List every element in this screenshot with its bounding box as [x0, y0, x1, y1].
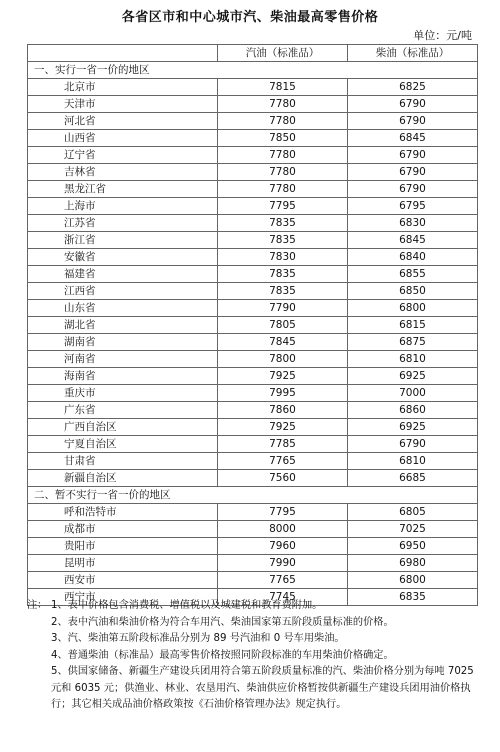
page-title: 各省区市和中心城市汽、柴油最高零售价格 — [121, 10, 379, 25]
table-row — [28, 521, 478, 538]
diesel-price-cell: 6790 — [348, 164, 478, 181]
gasoline-price-cell: 7780 — [218, 147, 348, 164]
region-cell: 西宁市 — [28, 589, 218, 606]
table-row — [28, 351, 478, 368]
header-gasoline: 汽油（标准品） — [218, 45, 348, 62]
diesel-price-cell: 6685 — [348, 470, 478, 487]
header-region — [28, 45, 218, 62]
region-cell: 昆明市 — [28, 555, 218, 572]
gasoline-price-cell: 7800 — [218, 351, 348, 368]
table-row — [28, 249, 478, 266]
region-cell: 西安市 — [28, 572, 218, 589]
section-row — [28, 487, 478, 504]
diesel-price-cell: 6855 — [348, 266, 478, 283]
notes-lead: 注： — [27, 600, 48, 611]
note-5: 5、供国家储备、新疆生产建设兵团用符合第五阶段质量标准的汽、柴油价格分别为每吨 7025 元和 6035 元；供渔业、林业、农垦用汽、柴油供应价格暂按供新疆生产建设兵团用油价格执行；其它相关成品油价格政策按《石油价格管理办法》规定执行。 — [51, 666, 474, 710]
diesel-price-cell: 6925 — [348, 419, 478, 436]
diesel-price-cell: 6925 — [348, 368, 478, 385]
diesel-price-cell: 6950 — [348, 538, 478, 555]
diesel-price-cell: 6825 — [348, 79, 478, 96]
table-row — [28, 470, 478, 487]
region-cell: 河北省 — [28, 113, 218, 130]
diesel-price-cell: 6790 — [348, 113, 478, 130]
region-cell: 辽宁省 — [28, 147, 218, 164]
region-cell: 吉林省 — [28, 164, 218, 181]
gasoline-price-cell: 7835 — [218, 283, 348, 300]
diesel-price-cell: 6845 — [348, 130, 478, 147]
table-row — [28, 164, 478, 181]
diesel-price-cell: 6795 — [348, 198, 478, 215]
table-row — [28, 334, 478, 351]
region-cell: 甘肃省 — [28, 453, 218, 470]
region-cell: 北京市 — [28, 79, 218, 96]
diesel-price-cell: 6835 — [348, 589, 478, 606]
region-cell: 福建省 — [28, 266, 218, 283]
diesel-price-cell: 6850 — [348, 283, 478, 300]
gasoline-price-cell: 7990 — [218, 555, 348, 572]
table-row — [28, 402, 478, 419]
gasoline-price-cell: 7795 — [218, 198, 348, 215]
region-cell: 湖南省 — [28, 334, 218, 351]
region-cell: 上海市 — [28, 198, 218, 215]
diesel-price-cell: 6830 — [348, 215, 478, 232]
table-row — [28, 419, 478, 436]
section-label: 二、暂不实行一省一价的地区 — [28, 487, 478, 504]
region-cell: 湖北省 — [28, 317, 218, 334]
gasoline-price-cell: 7790 — [218, 300, 348, 317]
gasoline-price-cell: 7815 — [218, 79, 348, 96]
gasoline-price-cell: 7745 — [218, 589, 348, 606]
gasoline-price-cell: 7780 — [218, 164, 348, 181]
diesel-price-cell: 6840 — [348, 249, 478, 266]
diesel-price-cell: 6860 — [348, 402, 478, 419]
section-label: 一、实行一省一价的地区 — [28, 62, 478, 79]
table-row — [28, 147, 478, 164]
table-row — [28, 538, 478, 555]
gasoline-price-cell: 7960 — [218, 538, 348, 555]
gasoline-price-cell: 7780 — [218, 181, 348, 198]
table-header-row — [28, 45, 478, 62]
section-row — [28, 62, 478, 79]
gasoline-price-cell: 7995 — [218, 385, 348, 402]
diesel-price-cell: 6790 — [348, 436, 478, 453]
gasoline-price-cell: 7785 — [218, 436, 348, 453]
region-cell: 安徽省 — [28, 249, 218, 266]
gasoline-price-cell: 7860 — [218, 402, 348, 419]
diesel-price-cell: 7000 — [348, 385, 478, 402]
region-cell: 山东省 — [28, 300, 218, 317]
region-cell: 江苏省 — [28, 215, 218, 232]
region-cell: 江西省 — [28, 283, 218, 300]
gasoline-price-cell: 7765 — [218, 453, 348, 470]
table-row — [28, 436, 478, 453]
gasoline-price-cell: 7925 — [218, 368, 348, 385]
note-4: 4、普通柴油（标准品）最高零售价格按照同阶段标准的车用柴油价格确定。 — [51, 649, 394, 661]
diesel-price-cell: 6875 — [348, 334, 478, 351]
price-table — [27, 44, 478, 606]
region-cell: 海南省 — [28, 368, 218, 385]
table-row — [28, 555, 478, 572]
table-row — [28, 113, 478, 130]
gasoline-price-cell: 7835 — [218, 266, 348, 283]
gasoline-price-cell: 7560 — [218, 470, 348, 487]
region-cell: 山西省 — [28, 130, 218, 147]
gasoline-price-cell: 7835 — [218, 232, 348, 249]
table-row — [28, 385, 478, 402]
gasoline-price-cell: 7765 — [218, 572, 348, 589]
table-row — [28, 232, 478, 249]
table-row — [28, 368, 478, 385]
table-row — [28, 453, 478, 470]
region-cell: 新疆自治区 — [28, 470, 218, 487]
region-cell: 河南省 — [28, 351, 218, 368]
table-row — [28, 96, 478, 113]
table-row — [28, 572, 478, 589]
table-row — [28, 317, 478, 334]
gasoline-price-cell: 7835 — [218, 215, 348, 232]
diesel-price-cell: 6815 — [348, 317, 478, 334]
gasoline-price-cell: 7780 — [218, 96, 348, 113]
gasoline-price-cell: 7780 — [218, 113, 348, 130]
region-cell: 广西自治区 — [28, 419, 218, 436]
note-1: 注： 1、表中价格包含消费税、增值税以及城建税和教育费附加。 — [27, 598, 479, 615]
region-cell: 贵阳市 — [28, 538, 218, 555]
region-cell: 重庆市 — [28, 385, 218, 402]
gasoline-price-cell: 7805 — [218, 317, 348, 334]
table-row — [28, 266, 478, 283]
diesel-price-cell: 6800 — [348, 572, 478, 589]
gasoline-price-cell: 7845 — [218, 334, 348, 351]
notes — [27, 598, 479, 714]
gasoline-price-cell: 8000 — [218, 521, 348, 538]
table-row — [28, 504, 478, 521]
table-row — [28, 300, 478, 317]
table-row — [28, 79, 478, 96]
note-3: 3、汽、柴油第五阶段标准品分别为 89 号汽油和 0 号车用柴油。 — [51, 633, 345, 644]
diesel-price-cell: 7025 — [348, 521, 478, 538]
region-cell: 广东省 — [28, 402, 218, 419]
diesel-price-cell: 6790 — [348, 181, 478, 198]
gasoline-price-cell: 7850 — [218, 130, 348, 147]
diesel-price-cell: 6845 — [348, 232, 478, 249]
gasoline-price-cell: 7830 — [218, 249, 348, 266]
table-row — [28, 215, 478, 232]
table-row — [28, 283, 478, 300]
diesel-price-cell: 6810 — [348, 453, 478, 470]
unit-label: 单位：元/吨 — [413, 29, 472, 42]
gasoline-price-cell: 7925 — [218, 419, 348, 436]
header-diesel: 柴油（标准品） — [348, 45, 478, 62]
diesel-price-cell: 6980 — [348, 555, 478, 572]
diesel-price-cell: 6790 — [348, 147, 478, 164]
table-row — [28, 130, 478, 147]
region-cell: 宁夏自治区 — [28, 436, 218, 453]
table-row — [28, 181, 478, 198]
region-cell: 呼和浩特市 — [28, 504, 218, 521]
region-cell: 成都市 — [28, 521, 218, 538]
region-cell: 浙江省 — [28, 232, 218, 249]
note-2: 2、表中汽油和柴油价格为符合车用汽、柴油国家第五阶段质量标准的价格。 — [51, 616, 394, 628]
diesel-price-cell: 6800 — [348, 300, 478, 317]
gasoline-price-cell: 7795 — [218, 504, 348, 521]
table-row — [28, 198, 478, 215]
diesel-price-cell: 6790 — [348, 96, 478, 113]
region-cell: 天津市 — [28, 96, 218, 113]
diesel-price-cell: 6805 — [348, 504, 478, 521]
diesel-price-cell: 6810 — [348, 351, 478, 368]
region-cell: 黑龙江省 — [28, 181, 218, 198]
